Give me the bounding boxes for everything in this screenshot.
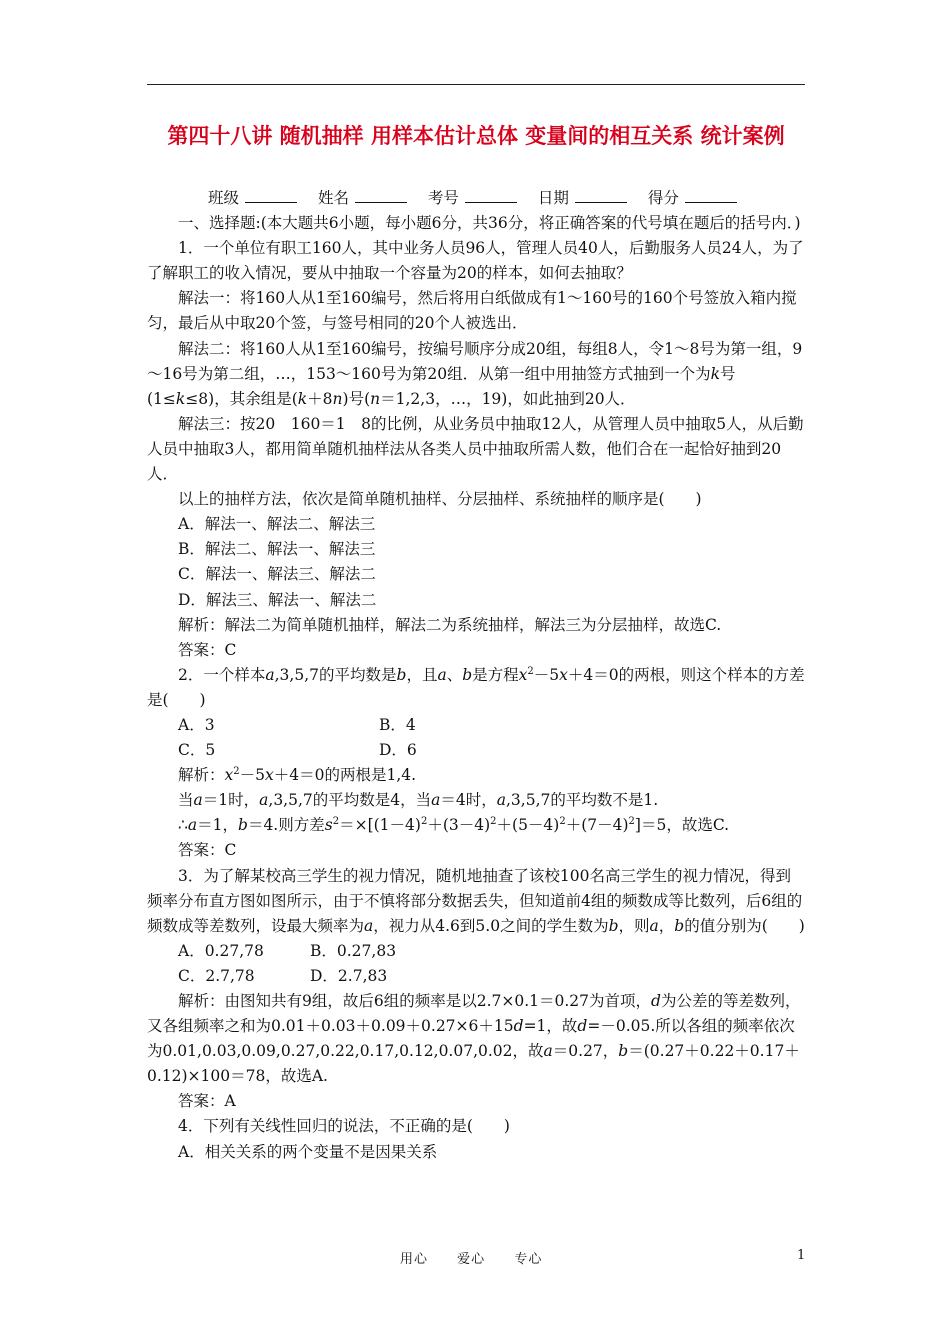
- q2-answer: 答案：C: [178, 841, 237, 860]
- date-label: 日期: [537, 189, 569, 207]
- score-blank: [685, 188, 737, 203]
- q3-options-row-2: C．2.7,78 D．2.7,83: [178, 966, 388, 985]
- section-heading: 一、选择题:(本大题共6小题，每小题6分，共36分，将正确答案的代号填在题后的括号内．): [178, 214, 801, 233]
- name-label: 姓名: [317, 189, 349, 207]
- question-3: 3．为了解某校高三学生的视力情况，随机地抽查了该校100名高三学生的视力情况，得到频率分布直方图如图所示，由于不慎将部分数据丢失，但知道前4组的频数成等比数列，后6组的频数成等差数列，设最大频率为a，视力从4.6到5.0之间的学生数为b，则a，b的值分别为( ): [147, 866, 805, 935]
- q3-options-row-1: A．0.27,78 B．0.27,83: [178, 941, 397, 960]
- class-label: 班级: [208, 189, 240, 207]
- q2-options-row-1: A．3 B．4: [178, 715, 416, 734]
- q1-option-a: A．解法一、解法二、解法三: [178, 515, 376, 534]
- method-2: 解法二：将160人从1至160编号，按编号顺序分成20组，每组8人，令1～8号为第一组，9～16号为第二组，…，153～160号为第20组．从第一组中用抽签方式抽到一个为k号(1≤k≤8)，其余组是(k＋8n)号(n＝1,2,3，…，19)，如此抽到20人．: [147, 339, 803, 408]
- exam-number-label: 考号: [427, 189, 459, 207]
- page-number: 1: [797, 1248, 806, 1263]
- q2-explanation-3: ∴a＝1，b＝4.则方差$s^2=\times[(1-4)^2+(3-4)^2+(5-4)^2+(7-4)^2]=5$，故选C.: [178, 816, 730, 835]
- q1-option-c: C．解法一、解法三、解法二: [178, 565, 376, 584]
- question-1-stem: 以上的抽样方法，依次是简单随机抽样、分层抽样、系统抽样的顺序是( ): [178, 490, 702, 509]
- method-1: 解法一：将160人从1至160编号，然后将用白纸做成有1～160号的160个号签放入箱内搅匀，最后从中取20个签，与签号相同的20个人被选出．: [147, 289, 797, 333]
- question-4: 4．下列有关线性回归的说法，不正确的是( ): [178, 1117, 510, 1136]
- q4-option-a: A．相关关系的两个变量不是因果关系: [178, 1142, 438, 1161]
- q3-explanation: 解析：由图知共有9组，故后6组的频率是以2.7×0.1＝0.27为首项，d为公差的等差数列，又各组频率之和为0.01＋0.03＋0.09＋0.27×6＋15d=1，故d=－0.05.所以各组的频率依次为0.01,0.03,0.09,0.27,0.22,0.17,0.12,0.07,0.02，故a＝0.27，b＝(0.27＋0.22＋0.17＋0.12)×100＝78，故选A.: [147, 992, 801, 1086]
- score-label: 得分: [647, 189, 679, 207]
- footer-motto: 用心 爱心 专心: [400, 1252, 543, 1267]
- q2-explanation-1: 解析：$x^2-5x+4=0$的两根是1,4.: [178, 766, 417, 785]
- name-blank: [355, 188, 407, 203]
- exam-number-blank: [465, 188, 517, 203]
- q1-option-b: B．解法二、解法一、解法三: [178, 540, 376, 559]
- q1-answer: 答案：C: [178, 640, 237, 659]
- header-rule: [147, 84, 805, 85]
- q2-options-row-2: C．5 D．6: [178, 741, 417, 760]
- question-1: 1．一个单位有职工160人，其中业务人员96人，管理人员40人，后勤服务人员24人，为了了解职工的收入情况，要从中抽取一个容量为20的样本，如何去抽取？: [147, 239, 804, 283]
- q2-explanation-2: 当a＝1时，a,3,5,7的平均数是4，当a＝4时，a,3,5,7的平均数不是1.: [178, 791, 659, 810]
- student-info-line: [147, 186, 805, 211]
- page-title: 第四十八讲 随机抽样 用样本估计总体 变量间的相互关系 统计案例: [167, 124, 785, 148]
- document-body: [147, 186, 805, 1165]
- date-blank: [575, 188, 627, 203]
- class-blank: [245, 188, 297, 203]
- q1-option-d: D．解法三、解法一、解法二: [178, 590, 377, 609]
- question-2: 2．一个样本a,3,5,7的平均数是b，且a、b是方程$x^2-5x+4=0$的两根，则这个样本的方差是( ): [147, 665, 805, 709]
- method-3: 解法三：按20 160＝1 8的比例，从业务员中抽取12人，从管理人员中抽取5人，从后勤人员中抽取3人，都用简单随机抽样法从各类人员中抽取所需人数，他们合在一起恰好抽到20人．: [147, 414, 804, 484]
- q1-explanation: 解析：解法二为简单随机抽样，解法二为系统抽样，解法三为分层抽样，故选C.: [178, 615, 722, 634]
- q3-answer: 答案：A: [178, 1092, 236, 1111]
